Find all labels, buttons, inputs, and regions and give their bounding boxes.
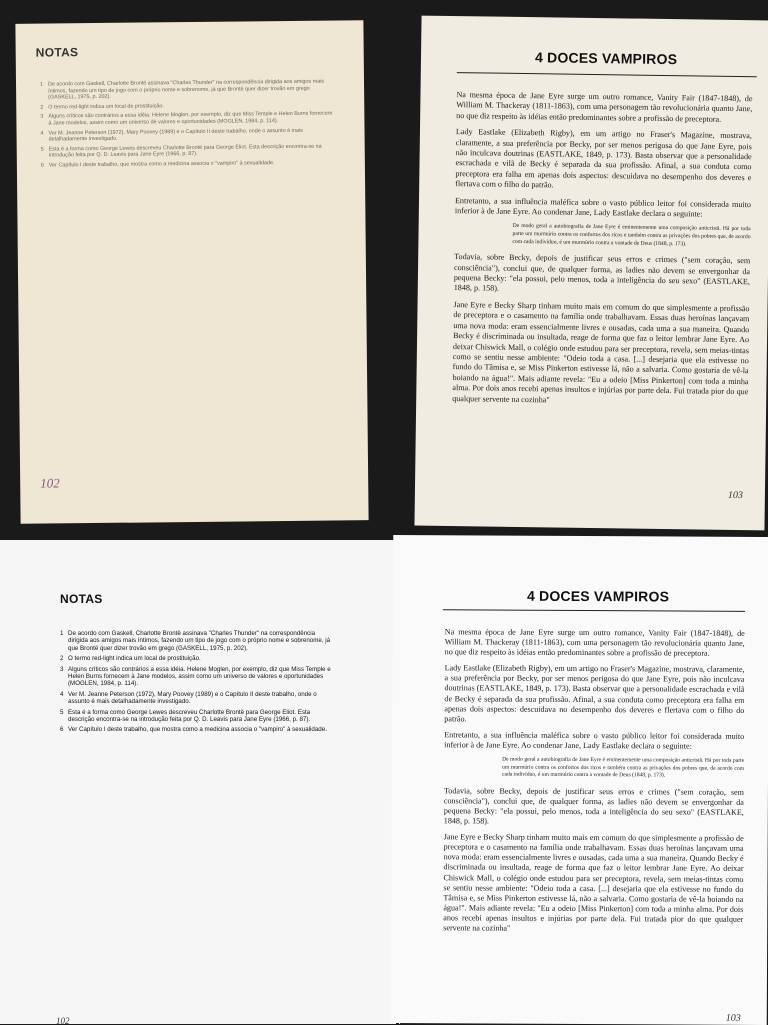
note-number: 5 [40,146,44,153]
paragraph: Na mesma época de Jane Eyre surge um outro romance, Vanity Fair (1847-1848), de William M. Thackeray (1811-1863), com uma personagem tão revolucionária quanto Jane, no que diz respeito às idéias então predominantes sobre a profissão de preceptora. [456,90,753,124]
paragraph: Todavia, sobre Becky, depois de justificar seus erros e crimes ("sem coração, sem consciência"), conclui que, de qualquer forma, as ladies não devem se envergonhar da pequena Becky: "ela possui, pelo menos, toda a inteligência do seu sexo" (EASTLAKE, 1848, p. 158). [443,786,744,826]
notes-page-faded [15,20,368,524]
note-number: 1 [60,630,64,637]
note-text: Alguns críticos são contrários a essa idéia. Helene Moglen, por exemplo, diz que Miss Temple e Helen Burns fornecem à Jane modelos, assim como um universo de valores e oportunidades (MOGLEN, 1984, p. 114). [48,110,333,127]
note-item [40,111,336,127]
note-item [60,709,336,724]
page-number: 103 [727,489,743,502]
note-text: Ver Capítulo I deste trabalho, que mostra como a medicina associa o "vampiro" à sexualidade. [48,160,275,169]
note-text: De acordo com Gaskell, Charlotte Brontë assinava "Charles Thunder" na correspondência dirigida aos amigos mais íntimos, fazendo um tipo de jogo com o próprio nome e sobrenome, já que Brontë quer dizer trovão em grego (GASKELL, 1975, p. 202). [47,78,325,101]
note-item [60,726,336,733]
note-number: 3 [60,665,64,673]
note-number: 4 [40,130,44,137]
title-rule [457,72,757,77]
paragraph: Entretanto, a sua influência maléfica sobre o vasto público leitor foi considerada muito inferior à de Jane Eyre. Ao condenar Jane, Lady Eastlake declara o seguinte: [454,195,752,219]
note-text: Alguns críticos são contrários a essa idéia. Helene Moglen, por exemplo, diz que Miss Temple e Helen Burns fornecem à Jane modelos, assim como um universo de valores e oportunidades (MOGLEN, 1984, p. 114). [68,665,331,688]
note-text: De acordo com Gaskell, Charlotte Brontë assinava "Charles Thunder" na correspondência dirigida aos amigos mais íntimos, fazendo um tipo de jogo com o próprio nome e sobrenome, já que Brontë quer dizer trovão em grego (GASKELL, 1975, p. 202). [68,630,331,652]
page-number: 102 [40,475,60,491]
chapter-title: 4 DOCES VAMPIROS [534,49,678,68]
note-text: Ver M. Jeanne Peterson (1972), Mary Poovey (1989) e o Capítulo II deste trabalho, onde o assunto é mais detalhadamente investigado. [48,127,303,143]
note-item [41,159,337,169]
paragraph: Lady Eastlake (Elizabeth Rigby), em um artigo no Fraser's Magazine, mostrava, claramente, a sua preferência por Becky, por ser menos perigosa do que Jane Eyre, pois não inculcava doutrinas (EASTLAKE, 1849, p. 173). Basta observar que a personalidade escrachada e vilã de Becky é separada da sua profissão. Afinal, a sua conduta como preceptora era falha em apenas dois aspectos: descuidava no desempenho dos deveres e flertava com o filho do patrão. [444,663,745,724]
note-number: 2 [40,104,44,111]
notes-heading: NOTAS [35,45,79,60]
notes-list [40,78,337,172]
note-item [60,630,336,652]
note-item [60,666,336,688]
page-number: 103 [725,1012,741,1024]
note-text: Esta é a forma como George Lewes descreveu Charlotte Brontë para George Eliot. Esta descrição encontra-se na introdução feita por Q. D. Leavis para Jane Eyre (1966, p. 87). [48,143,322,159]
note-number: 2 [60,655,64,663]
note-item [60,655,336,662]
note-number: 3 [40,113,44,120]
note-text: O termo red-light indica um local de prostituição. [48,103,164,111]
notes-list [60,630,336,737]
paragraph: Entretanto, a sua influência maléfica sobre o vasto público leitor foi considerada muito inferior à de Jane Eyre. Ao condenar Jane, Lady Eastlake declara o seguinte: [444,730,745,751]
notes-page-clean [0,540,400,1024]
paragraph: Todavia, sobre Becky, depois de justificar seus erros e crimes ("sem coração, sem consciência"), conclui que, de qualquer forma, as ladies não devem se envergonhar da pequena Becky: "ela possui, pelo menos, toda a inteligência do seu sexo" (EASTLAKE, 1848, p. 158). [453,252,751,294]
note-text: Ver M. Jeanne Peterson (1972), Mary Poovey (1989) e o Capítulo II deste trabalho, onde o assunto é mais detalhadamente investigado. [68,690,317,706]
note-item [40,101,336,111]
chapter-page-top [414,16,768,531]
note-item [41,127,337,143]
notes-heading: NOTAS [60,592,103,606]
chapter-body [443,627,745,941]
page-number: 102 [56,1016,70,1024]
note-item [40,78,336,101]
note-number: 5 [60,708,64,716]
paragraph: Lady Eastlake (Elizabeth Rigby), em um artigo no Fraser's Magazine, mostrava, claramente, a sua preferência por Becky, por ser menos perigosa do que Jane Eyre, pois não inculcava doutrinas (EASTLAKE, 1849, p. 173). Basta observar que a personalidade escrachada e vilã de Becky é separada da sua profissão. Afinal, a sua conduta como preceptora era falha em apenas dois aspectos: descuidava no desempenho dos deveres e flertava com o filho do patrão. [455,127,752,190]
block-quote: De modo geral a autobiografia de Jane Eyre é eminentemente uma composição anticristã. Há por toda parte um murmúrio contra os confortos dos ricos e também contra as privações dos pobres que, de acordo com cada indivíduo, é um murmúrio contra a vontade de Deus (1848, p. 173). [502,756,745,779]
note-number: 1 [39,81,44,88]
note-number: 6 [40,162,44,169]
chapter-title: 4 DOCES VAMPIROS [526,587,670,605]
note-text: O termo red-light indica um local de prostituição. [68,655,201,663]
note-number: 4 [60,690,64,698]
note-text: Esta é a forma como George Lewes descreveu Charlotte Brontë para George Eliot. Esta descrição encontra-se na introdução feita por Q. D. Leavis para Jane Eyre (1966, p. 87). [68,708,311,724]
paragraph: Na mesma época de Jane Eyre surge um outro romance, Vanity Fair (1847-1848), de William M. Thackeray (1811-1863), com uma personagem tão revolucionária quanto Jane, no que diz respeito às idéias então predominantes sobre a profissão de preceptora. [444,627,745,658]
note-item [60,691,336,706]
paragraph: Jane Eyre e Becky Sharp tinham muito mais em comum do que simplesmente a profissão de preceptora e o casamento na família onde trabalhavam. Essas duas heroínas lançavam uma nova moda: eram essencialmente livres e ousadas, cada uma a sua maneira. Quando Becky é discriminada ou insultada, reage de forma que faz o leitor lembrar Jane Eyre. Ao deixar Chiswick Mall, o colégio onde estudou para ser preceptora, revela, sem meias-tintas como se sentiu nesse ambiente: "Odeio toda a casa. [...] desejaria que ela estivesse no fundo do Tâmisa e, se Miss Pinkerton estivesse lá, não a salvaria. Como gostaria de vê-la boiando na água!". Mais adiante revela: "Eu a odeio [Miss Pinkerton] com toda a minha alma. Por dois anos recebi apenas insultos e injúrias por parte dela. Fui tratada pior do que qualquer servente na cozinha" [452,299,750,404]
title-rule [443,609,745,612]
note-item [41,143,337,159]
note-text: Ver Capítulo I deste trabalho, que mostra como a medicina associa o "vampiro" à sexualidade. [68,726,327,734]
chapter-page-bottom [391,535,768,1025]
note-number: 6 [60,726,64,734]
chapter-body [452,90,752,414]
paragraph: Jane Eyre e Becky Sharp tinham muito mais em comum do que simplesmente a profissão de preceptora e o casamento na família onde trabalhavam. Essas duas heroínas lançavam uma nova moda: eram essencialmente livres e ousadas, cada uma a sua maneira. Quando Becky é discriminada ou insultada, reage de forma que faz o leitor lembrar Jane Eyre. Ao deixar Chiswick Mall, o colégio onde estudou para ser preceptora, revela, sem meias-tintas como se sentiu nesse ambiente: "Odeio toda a casa. [...] desejaria que ela estivesse no fundo do Tâmisa e, se Miss Pinkerton estivesse lá, não a salvaria. Como gostaria de vê-la boiando na água!". Mais adiante revela: "Eu a odeio [Miss Pinkerton] com toda a minha alma. Por dois anos recebi apenas insultos e injúrias por parte dela. Fui tratada pior do que qualquer servente na cozinha" [443,832,744,933]
block-quote: De modo geral a autobiografia de Jane Eyre é eminentemente uma composição anticristã. Há por toda parte um murmúrio contra os confortos dos ricos e também contra as privações dos pobres que, de acordo com cada indivíduo, é um murmúrio contra a vontade de Deus (1848, p. 173). [512,223,751,247]
